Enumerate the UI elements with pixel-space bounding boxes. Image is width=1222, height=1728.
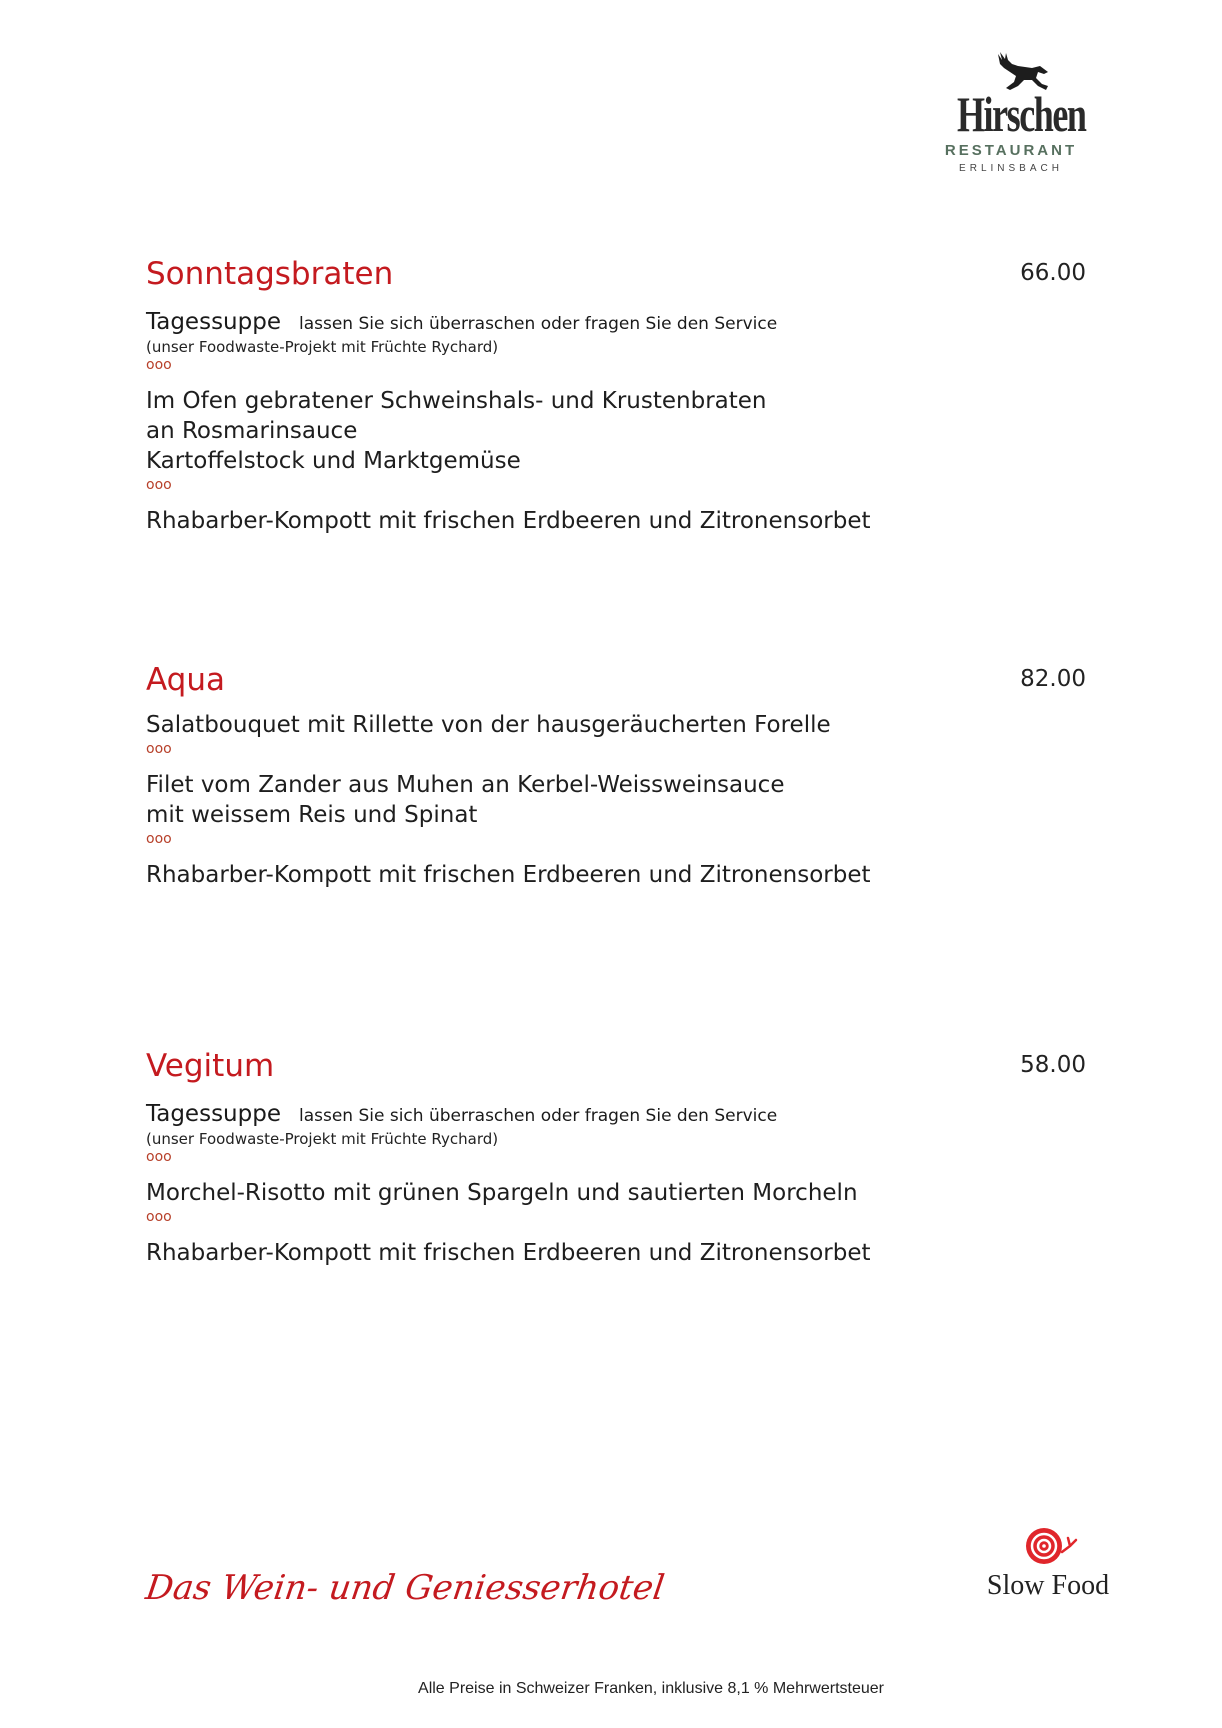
- course-dessert: Rhabarber-Kompott mit frischen Erdbeeren und Zitronensorbet: [146, 508, 871, 534]
- soup-small-note: (unser Foodwaste-Projekt mit Früchte Rychard): [146, 1130, 499, 1148]
- course-separator: ooo: [146, 1149, 172, 1165]
- logo-wordmark: Hirschen: [957, 86, 1086, 142]
- course-separator: ooo: [146, 357, 172, 373]
- section-price: 82.00: [1020, 666, 1086, 692]
- price-footer: [0, 1680, 1222, 1698]
- footer-text: Alle Preise in Schweizer Franken, inklusive 8,1 % Mehrwertsteuer: [418, 1680, 884, 1697]
- course-soup: [146, 1100, 1086, 1130]
- menu-section-aqua: [146, 660, 1086, 890]
- section-title: Sonntagsbraten: [146, 256, 394, 292]
- soup-small-note: (unser Foodwaste-Projekt mit Früchte Rychard): [146, 338, 499, 356]
- course-separator: ooo: [146, 741, 172, 757]
- slow-food-logo: [978, 1522, 1118, 1602]
- course-separator: ooo: [146, 1209, 172, 1225]
- slow-food-text: Slow Food: [986, 1570, 1110, 1601]
- hotel-tagline: Das Wein- und Geniesserhotel: [143, 1568, 667, 1608]
- section-title: Aqua: [146, 662, 225, 698]
- section-title: Vegitum: [146, 1048, 275, 1084]
- course-main-line: Kartoffelstock und Marktgemüse: [146, 448, 521, 474]
- course-main-line: Filet vom Zander aus Muhen an Kerbel-Weissweinsauce: [146, 772, 785, 798]
- section-price: 58.00: [1020, 1052, 1086, 1078]
- course-main-line: an Rosmarinsauce: [146, 418, 358, 444]
- course-dessert: Rhabarber-Kompott mit frischen Erdbeeren und Zitronensorbet: [146, 1240, 871, 1266]
- soup-label: Tagessuppe: [146, 1101, 281, 1127]
- soup-note: lassen Sie sich überraschen oder fragen Sie den Service: [298, 1106, 778, 1126]
- course-dessert: Rhabarber-Kompott mit frischen Erdbeeren und Zitronensorbet: [146, 862, 871, 888]
- course-separator: ooo: [146, 477, 172, 493]
- snail-icon: [1018, 1522, 1078, 1568]
- course-soup: [146, 308, 1086, 338]
- section-price: 66.00: [1020, 260, 1086, 286]
- logo-town: ERLINSBACH: [959, 163, 1063, 174]
- course-main-line: Morchel-Risotto mit grünen Spargeln und sautierten Morcheln: [146, 1180, 858, 1206]
- hirschen-logo: [936, 50, 1086, 190]
- menu-section-vegitum: [146, 1046, 1086, 1268]
- course-main-line: mit weissem Reis und Spinat: [146, 802, 478, 828]
- logo-restaurant: RESTAURANT: [944, 142, 1078, 159]
- menu-section-sonntagsbraten: [146, 254, 1086, 536]
- soup-label: Tagessuppe: [146, 309, 281, 335]
- course-starter: Salatbouquet mit Rillette von der hausgeräucherten Forelle: [146, 712, 831, 738]
- course-main-line: Im Ofen gebratener Schweinshals- und Krustenbraten: [146, 388, 767, 414]
- soup-note: lassen Sie sich überraschen oder fragen Sie den Service: [298, 314, 778, 334]
- course-separator: ooo: [146, 831, 172, 847]
